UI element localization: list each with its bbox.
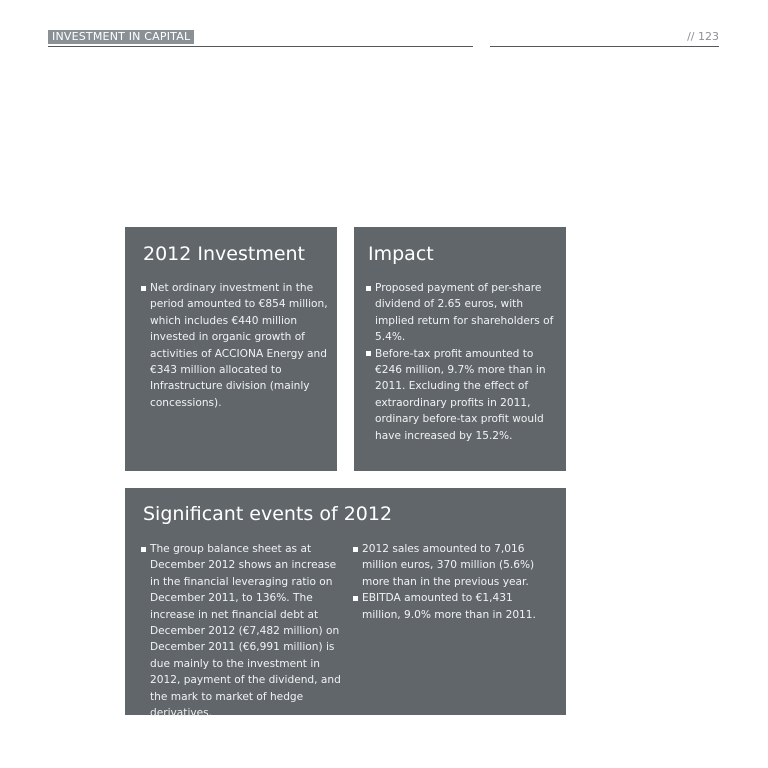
list-item: The group balance sheet as at December 2012 shows an increase in the financial leveraging ratio on December 2011, to 136%. The increase in net financial debt at December 2012 (€7,482 million) on December 2011 (€6,991 million) is due mainly to the investment in 2012, payment of the dividend, and the mark to market of hedge derivatives. (141, 541, 347, 721)
page-number: // 123 (687, 30, 719, 43)
significant-events-box (125, 488, 566, 720)
list-item: Proposed payment of per-share dividend of 2.65 euros, with implied return for shareholders of 5.4%. (366, 280, 562, 346)
section-label: INVESTMENT IN CAPITAL (48, 30, 194, 44)
header-rule-left (48, 46, 473, 47)
investment-list (141, 280, 329, 411)
investment-title: 2012 Investment (143, 243, 306, 265)
list-item: 2012 sales amounted to 7,016 million euros, 370 million (5.6%) more than in the previous year. (353, 541, 553, 590)
events-title: Significant events of 2012 (143, 503, 393, 525)
header-rule-right (490, 46, 719, 47)
impact-box (354, 227, 566, 471)
events-list-left (141, 541, 347, 721)
list-item: EBITDA amounted to €1,431 million, 9.0% more than in 2011. (353, 590, 553, 623)
events-list-right (353, 541, 553, 623)
impact-list (366, 280, 562, 444)
impact-title: Impact (368, 243, 434, 265)
investment-box (125, 227, 337, 471)
list-item: Before-tax profit amounted to €246 million, 9.7% more than in 2011. Excluding the effect of extraordinary profits in 2011, ordinary before-tax profit would have increased by 15.2%. (366, 346, 562, 444)
list-item: Net ordinary investment in the period amounted to €854 million, which includes €440 million invested in organic growth of activities of ACCIONA Energy and €343 million allocated to Infrastructure division (mainly concessions). (141, 280, 329, 411)
